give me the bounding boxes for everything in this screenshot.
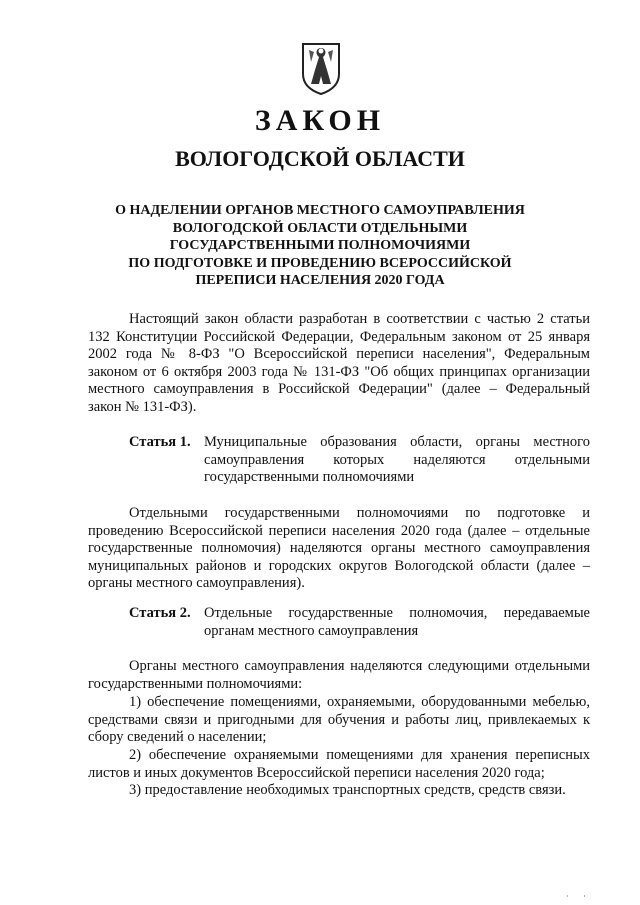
scan-marks: · · — [566, 892, 592, 901]
article-label: Статья 2. — [129, 605, 191, 621]
article-1-body: Отдельными государственными полномочиями по подготовке и проведению Всероссийской переписи населения 2020 года (далее – отдельные государственные полномочия) наделяются органы местного самоуправления муниципальных районов и городских округов Вологодской области (далее – органы местного самоуправления). — [88, 505, 590, 592]
subtitle-line: ПО ПОДГОТОВКЕ И ПРОВЕДЕНИЮ ВСЕРОССИЙСКОЙ — [128, 255, 512, 271]
subtitle-line: ВОЛОГОДСКОЙ ОБЛАСТИ ОТДЕЛЬНЫМИ — [172, 220, 468, 236]
law-subtitle — [100, 202, 540, 290]
subtitle-line: ГОСУДАРСТВЕННЫМИ ПОЛНОМОЧИЯМИ — [169, 238, 471, 253]
list-item: 1) обеспечение помещениями, охраняемыми, оборудованными мебелью, средствами связи и пригодными для обучения и работы лиц, привлекаемых к сбору сведений о населении; — [88, 694, 590, 746]
article-1-heading — [129, 434, 590, 487]
article-2-body: Органы местного самоуправления наделяются следующими отдельными государственными полномочиями: — [88, 658, 590, 692]
coat-of-arms-icon — [299, 40, 343, 96]
article-label: Статья 1. — [129, 434, 191, 450]
list-item: 3) предоставление необходимых транспортных средств, средств связи. — [129, 782, 566, 798]
subtitle-line: О НАДЕЛЕНИИ ОРГАНОВ МЕСТНОГО САМОУПРАВЛЕНИЯ — [115, 203, 525, 218]
region-title: ВОЛОГОДСКОЙ ОБЛАСТИ — [175, 146, 465, 171]
list-item: 2) обеспечение охраняемыми помещениями для хранения переписных листов и иных документов Всероссийской переписи населения 2020 года; — [88, 747, 590, 781]
document-title: ЗАКОН — [254, 104, 386, 137]
preamble-paragraph: Настоящий закон области разработан в соответствии с частью 2 статьи 132 Конституции Российской Федерации, Федеральным законом от 25 января 2002 года № 8-ФЗ "О Всероссийской переписи населения", Федеральным законом от 6 октября 2003 года № 131-ФЗ "Об общих принципах организации местного самоуправления в Российской Федерации" (далее – Федеральный закон № 131-ФЗ). — [88, 311, 590, 415]
article-title: Муниципальные образования области, органы местного самоуправления которых наделяются отдельными государственными полномочиями — [204, 434, 590, 486]
article-2-heading — [129, 605, 590, 640]
article-title: Отдельные государственные полномочия, передаваемые органам местного самоуправления — [204, 605, 590, 639]
subtitle-line: ПЕРЕПИСИ НАСЕЛЕНИЯ 2020 ГОДА — [195, 273, 445, 288]
